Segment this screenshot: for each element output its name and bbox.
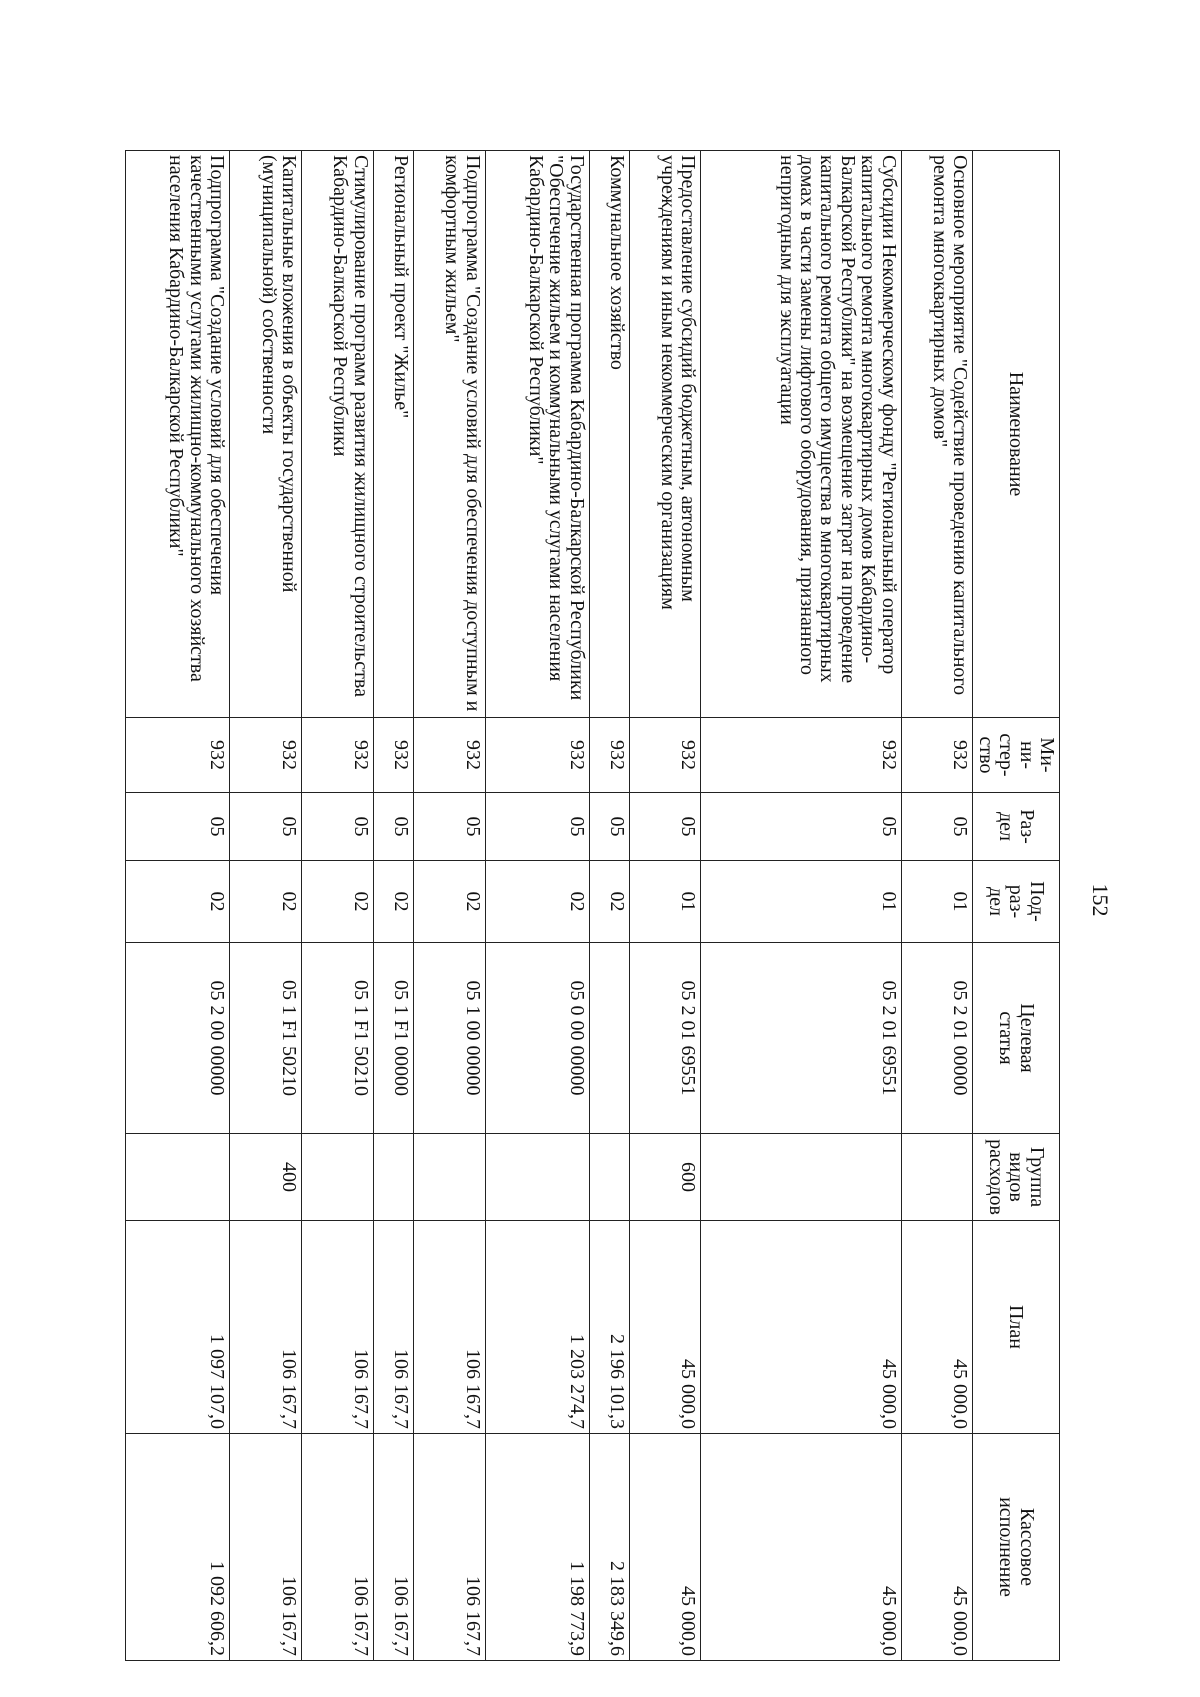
cell-ministry: 932 xyxy=(589,718,629,793)
cell-target: 05 2 01 00000 xyxy=(901,943,973,1134)
cell-ministry: 932 xyxy=(901,718,973,793)
cell-ministry: 932 xyxy=(230,718,302,793)
cell-section: 05 xyxy=(629,793,701,861)
cell-section: 05 xyxy=(126,793,230,861)
cell-group xyxy=(126,1134,230,1221)
table-row xyxy=(301,151,373,1661)
cell-section: 05 xyxy=(589,793,629,861)
cell-name: Субсидии Некоммерческому фонду "Региональный оператор капитального ремонта многоквартирных домов Кабардино-Балкарской Республики" на возмещение затрат на проведение капитального ремонта общего имущества в многоквартирных домах в части замены лифтового оборудования, признанного непригодным для эксплуатации xyxy=(701,151,901,718)
cell-plan: 106 167,7 xyxy=(373,1221,413,1434)
cell-plan: 1 203 274,7 xyxy=(485,1221,589,1434)
header-section: Раз- дел xyxy=(973,793,1060,861)
cell-subsection: 01 xyxy=(901,861,973,943)
rotated-table-wrapper xyxy=(125,150,1060,1660)
cell-subsection: 02 xyxy=(126,861,230,943)
cell-group xyxy=(413,1134,485,1221)
cell-cash: 45 000,0 xyxy=(701,1434,901,1661)
cell-cash: 1 092 606,2 xyxy=(126,1434,230,1661)
cell-plan: 1 097 107,0 xyxy=(126,1221,230,1434)
cell-cash: 45 000,0 xyxy=(901,1434,973,1661)
cell-cash: 106 167,7 xyxy=(413,1434,485,1661)
header-ministry: Ми- ни- стер- ство xyxy=(973,718,1060,793)
header-plan: План xyxy=(973,1221,1060,1434)
cell-section: 05 xyxy=(901,793,973,861)
budget-table xyxy=(125,150,1060,1661)
table-row xyxy=(413,151,485,1661)
cell-plan: 2 196 101,3 xyxy=(589,1221,629,1434)
cell-section: 05 xyxy=(230,793,302,861)
cell-name: Региональный проект "Жилье" xyxy=(373,151,413,718)
cell-cash: 1 198 773,9 xyxy=(485,1434,589,1661)
cell-name: Подпрограмма "Создание условий для обеспечения доступным и комфортным жильем" xyxy=(413,151,485,718)
table-row xyxy=(126,151,230,1661)
cell-subsection: 01 xyxy=(629,861,701,943)
cell-plan: 45 000,0 xyxy=(701,1221,901,1434)
cell-name: Подпрограмма "Создание условий для обеспечения качественными услугами жилищно-коммунального хозяйства населения Кабардино-Балкарской Республики" xyxy=(126,151,230,718)
cell-group xyxy=(701,1134,901,1221)
cell-section: 05 xyxy=(701,793,901,861)
table-row xyxy=(230,151,302,1661)
cell-section: 05 xyxy=(301,793,373,861)
table-body xyxy=(126,151,973,1661)
cell-subsection: 02 xyxy=(373,861,413,943)
cell-subsection: 02 xyxy=(301,861,373,943)
cell-plan: 106 167,7 xyxy=(413,1221,485,1434)
header-name: Наименование xyxy=(973,151,1060,718)
cell-subsection: 02 xyxy=(589,861,629,943)
cell-section: 05 xyxy=(413,793,485,861)
cell-name: Коммунальное хозяйство xyxy=(589,151,629,718)
cell-group: 400 xyxy=(230,1134,302,1221)
cell-group xyxy=(901,1134,973,1221)
cell-target: 05 2 00 00000 xyxy=(126,943,230,1134)
header-cash: Кассовое исполнение xyxy=(973,1434,1060,1661)
cell-ministry: 932 xyxy=(701,718,901,793)
cell-group xyxy=(589,1134,629,1221)
cell-cash: 106 167,7 xyxy=(230,1434,302,1661)
cell-subsection: 01 xyxy=(701,861,901,943)
cell-group xyxy=(373,1134,413,1221)
cell-plan: 45 000,0 xyxy=(901,1221,973,1434)
cell-target: 05 1 00 00000 xyxy=(413,943,485,1134)
cell-group xyxy=(301,1134,373,1221)
cell-target: 05 1 F1 00000 xyxy=(373,943,413,1134)
table-row xyxy=(485,151,589,1661)
cell-ministry: 932 xyxy=(485,718,589,793)
table-header xyxy=(973,151,1060,1661)
table-row xyxy=(629,151,701,1661)
table-row xyxy=(701,151,901,1661)
cell-name: Государственная программа Кабардино-Балкарской Республики "Обеспечение жильем и коммунальными услугами населения Кабардино-Балкарской Республики" xyxy=(485,151,589,718)
cell-target xyxy=(589,943,629,1134)
cell-cash: 106 167,7 xyxy=(373,1434,413,1661)
cell-section: 05 xyxy=(485,793,589,861)
header-group: Группа видов расходов xyxy=(973,1134,1060,1221)
cell-plan: 45 000,0 xyxy=(629,1221,701,1434)
cell-cash: 2 183 349,6 xyxy=(589,1434,629,1661)
cell-group xyxy=(485,1134,589,1221)
cell-name: Основное мероприятие "Содействие проведению капитального ремонта многоквартирных домов" xyxy=(901,151,973,718)
cell-name: Капитальные вложения в объекты государственной (муниципальной) собственности xyxy=(230,151,302,718)
cell-name: Предоставление субсидий бюджетным, автономным учреждениям и иным некоммерческим организациям xyxy=(629,151,701,718)
cell-target: 05 1 F1 50210 xyxy=(301,943,373,1134)
cell-section: 05 xyxy=(373,793,413,861)
cell-ministry: 932 xyxy=(629,718,701,793)
cell-target: 05 1 F1 50210 xyxy=(230,943,302,1134)
table-row xyxy=(589,151,629,1661)
cell-ministry: 932 xyxy=(373,718,413,793)
table-row xyxy=(901,151,973,1661)
cell-subsection: 02 xyxy=(485,861,589,943)
cell-ministry: 932 xyxy=(126,718,230,793)
cell-target: 05 0 00 00000 xyxy=(485,943,589,1134)
cell-target: 05 2 01 69551 xyxy=(629,943,701,1134)
table-row xyxy=(373,151,413,1661)
header-subsection: Под- раз- дел xyxy=(973,861,1060,943)
cell-ministry: 932 xyxy=(301,718,373,793)
cell-target: 05 2 01 69551 xyxy=(701,943,901,1134)
header-row xyxy=(973,151,1060,1661)
cell-name: Стимулирование программ развития жилищного строительства Кабардино-Балкарской Республики xyxy=(301,151,373,718)
cell-cash: 45 000,0 xyxy=(629,1434,701,1661)
cell-plan: 106 167,7 xyxy=(230,1221,302,1434)
cell-subsection: 02 xyxy=(413,861,485,943)
cell-plan: 106 167,7 xyxy=(301,1221,373,1434)
cell-subsection: 02 xyxy=(230,861,302,943)
cell-ministry: 932 xyxy=(413,718,485,793)
page-number: 152 xyxy=(1088,883,1113,917)
cell-cash: 106 167,7 xyxy=(301,1434,373,1661)
header-target: Целевая статья xyxy=(973,943,1060,1134)
cell-group: 600 xyxy=(629,1134,701,1221)
